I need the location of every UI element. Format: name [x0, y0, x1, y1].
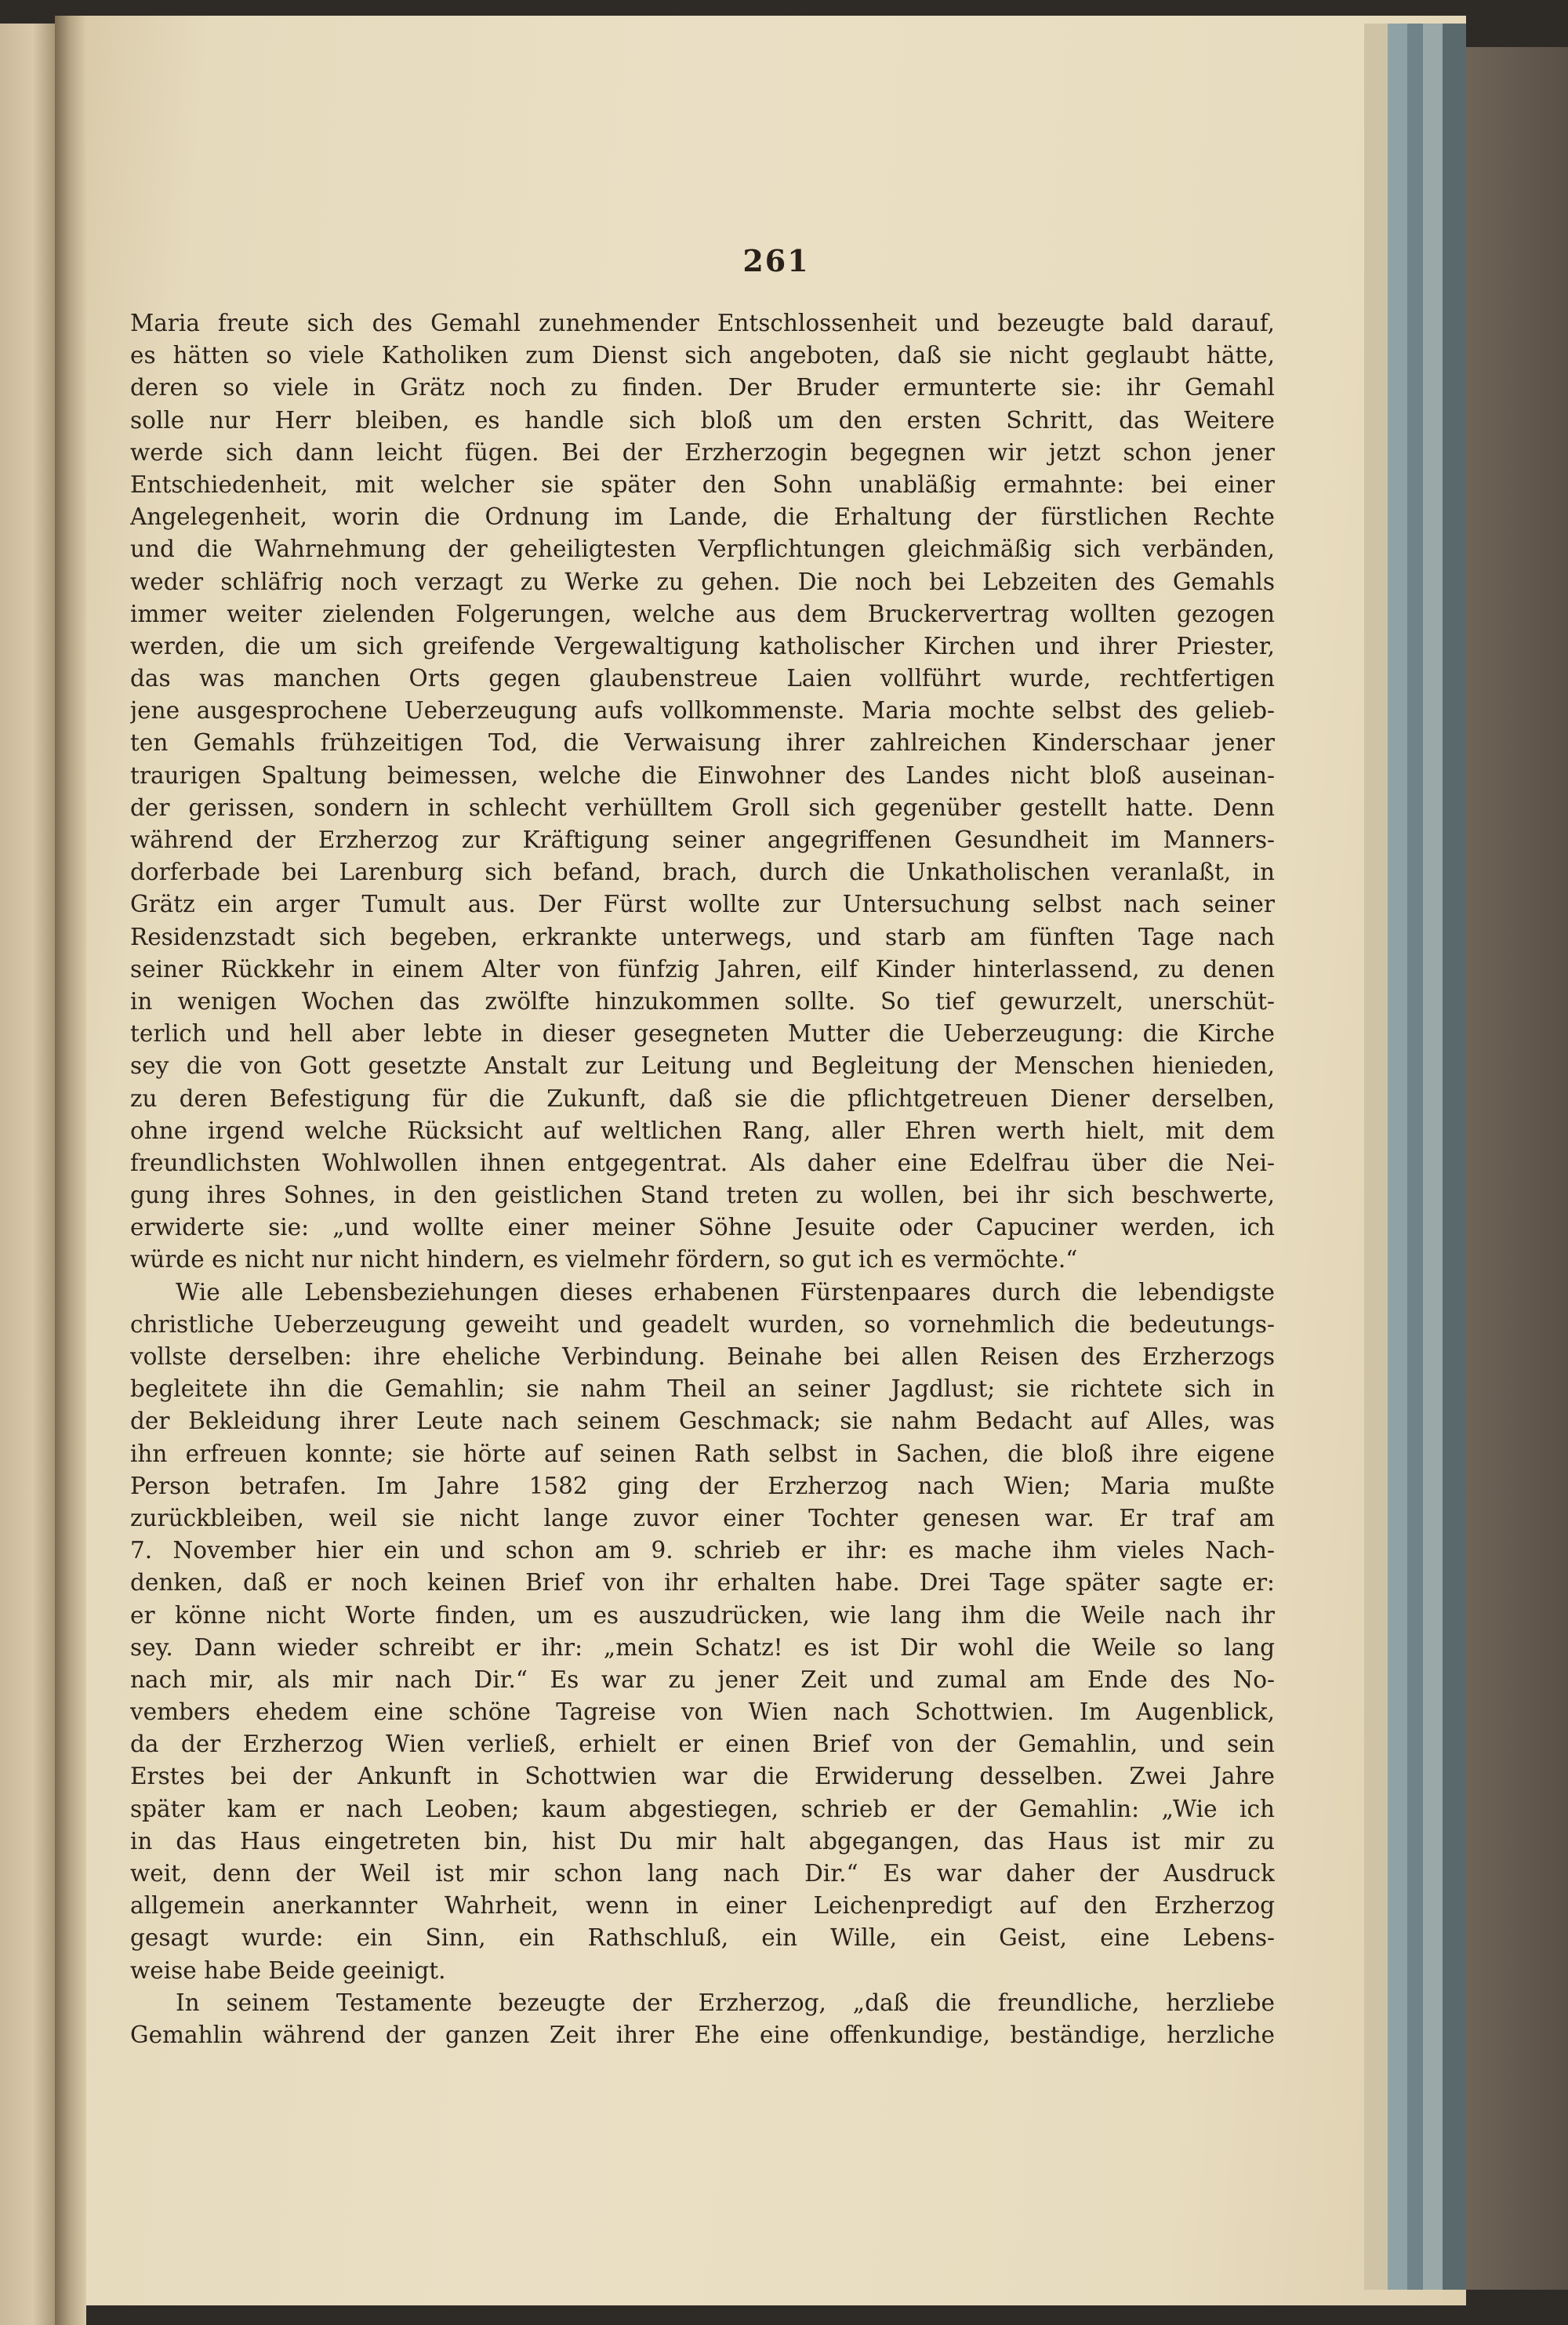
body-text: [130, 307, 1275, 2051]
text-line: in wenigen Wochen das zwölfte hinzukommen sollte. So tief gewurzelt, unerschüt-: [130, 987, 1275, 1015]
text-line: traurigen Spaltung beimessen, welche die Einwohner des Landes nicht bloß auseinan-: [130, 761, 1275, 789]
text-line: Wie alle Lebensbeziehungen dieses erhabenen Fürstenpaares durch die lebendigste: [176, 1278, 1275, 1306]
text-line: sey. Dann wieder schreibt er ihr: „mein Schatz! es ist Dir wohl die Weile so lang: [130, 1633, 1275, 1661]
text-line: Gemahlin während der ganzen Zeit ihrer Ehe eine offenkundige, beständige, herzliche: [130, 2021, 1275, 2048]
text-line: gesagt wurde: ein Sinn, ein Rathschluß, ein Wille, ein Geist, eine Lebens-: [130, 1924, 1275, 1952]
text-line: begleitete ihn die Gemahlin; sie nahm Theil an seiner Jagdlust; sie richtete sich in: [130, 1375, 1275, 1403]
page-edges: [1407, 24, 1423, 2290]
text-line: zurückbleiben, weil sie nicht lange zuvor einer Tochter genesen war. Er traf am: [130, 1504, 1275, 1531]
text-line: allgemein anerkannter Wahrheit, wenn in einer Leichenpredigt auf den Erzherzog: [130, 1892, 1275, 1920]
text-line: das was manchen Orts gegen glaubenstreue Laien vollführt wurde, rechtfertigen: [130, 665, 1275, 692]
text-line: gung ihres Sohnes, in den geistlichen Stand treten zu wollen, bei ihr sich beschwerte,: [130, 1182, 1275, 1209]
text-line: Residenzstadt sich begeben, erkrankte unterwegs, und starb am fünften Tage nach: [130, 923, 1275, 950]
text-line: 7. November hier ein und schon am 9. schrieb er ihr: es mache ihm vieles Nach-: [130, 1537, 1275, 1564]
text-line: seiner Rückkehr in einem Alter von fünfzig Jahren, eilf Kinder hinterlassend, zu denen: [130, 955, 1275, 983]
text-line: und die Wahrnehmung der geheiligtesten Verpflichtungen gleichmäßig sich verbänden,: [130, 536, 1275, 563]
text-line: vollste derselben: ihre eheliche Verbindung. Beinahe bei allen Reisen des Erzherzogs: [130, 1343, 1275, 1370]
text-line: deren so viele in Grätz noch zu finden. Der Bruder ermunterte sie: ihr Gemahl: [130, 374, 1275, 401]
book-cover: [1466, 47, 1568, 2290]
text-line: In seinem Testamente bezeugte der Erzherzog, „daß die freundliche, herzliebe: [176, 1989, 1275, 2016]
text-line: vembers ehedem eine schöne Tagreise von Wien nach Schottwien. Im Augenblick,: [130, 1698, 1275, 1726]
text-line: terlich und hell aber lebte in dieser gesegneten Mutter die Ueberzeugung: die Kirche: [130, 1020, 1275, 1048]
text-line: nach mir, als mir nach Dir.“ Es war zu jener Zeit und zumal am Ende des No-: [130, 1666, 1275, 1693]
text-line: es hätten so viele Katholiken zum Dienst sich angeboten, daß sie nicht geglaubt hätte,: [130, 342, 1275, 369]
page-edges: [1364, 24, 1388, 2290]
text-line: Angelegenheit, worin die Ordnung im Lande, die Erhaltung der fürstlichen Rechte: [130, 503, 1275, 531]
text-line: jene ausgesprochene Ueberzeugung aufs vollkommenste. Maria mochte selbst des gelieb-: [130, 697, 1275, 725]
page-edges: [1443, 24, 1466, 2290]
text-line: Entschiedenheit, mit welcher sie später den Sohn unabläßig ermahnte: bei einer: [130, 470, 1275, 498]
text-line: sey die von Gott gesetzte Anstalt zur Leitung und Begleitung der Menschen hienieden,: [130, 1052, 1275, 1080]
previous-page-edge: [0, 24, 55, 2325]
text-line: werde sich dann leicht fügen. Bei der Erzherzogin begegnen wir jetzt schon jener: [130, 438, 1275, 466]
book-gutter: [55, 16, 86, 2325]
text-line: der Bekleidung ihrer Leute nach seinem Geschmack; sie nahm Bedacht auf Alles, was: [130, 1408, 1275, 1435]
text-line: Maria freute sich des Gemahl zunehmender Entschlossenheit und bezeugte bald darauf,: [130, 310, 1275, 336]
text-line: zu deren Befestigung für die Zukunft, daß sie die pflichtgetreuen Diener derselben,: [130, 1084, 1275, 1112]
page-edges: [1388, 24, 1407, 2290]
text-line: der gerissen, sondern in schlecht verhülltem Groll sich gegenüber gestellt hatte. Denn: [130, 794, 1275, 821]
text-line: später kam er nach Leoben; kaum abgestiegen, schrieb er der Gemahlin: „Wie ich: [130, 1795, 1275, 1822]
text-line: erwiderte sie: „und wollte einer meiner Söhne Jesuite oder Capuciner werden, ich: [130, 1214, 1275, 1241]
text-line: freundlichsten Wohlwollen ihnen entgegentrat. Als daher eine Edelfrau über die Nei-: [130, 1149, 1275, 1176]
text-line: in das Haus eingetreten bin, hist Du mir halt abgegangen, das Haus ist mir zu: [130, 1827, 1275, 1855]
text-line: weit, denn der Weil ist mir schon lang nach Dir.“ Es war daher der Ausdruck: [130, 1860, 1275, 1887]
text-line: ohne irgend welche Rücksicht auf weltlichen Rang, aller Ehren werth hielt, mit dem: [130, 1117, 1275, 1144]
text-line: ten Gemahls frühzeitigen Tod, die Verwaisung ihrer zahlreichen Kinderschaar jener: [130, 729, 1275, 757]
text-line: denken, daß er noch keinen Brief von ihr erhalten habe. Drei Tage später sagte er:: [130, 1569, 1275, 1597]
text-line: werden, die um sich greifende Vergewaltigung katholischer Kirchen und ihrer Priester,: [130, 632, 1275, 659]
text-line: christliche Ueberzeugung geweiht und geadelt wurden, so vornehmlich die bedeutungs-: [130, 1310, 1275, 1338]
text-line: Person betrafen. Im Jahre 1582 ging der Erzherzog nach Wien; Maria mußte: [130, 1472, 1275, 1499]
page-edges: [1423, 24, 1443, 2290]
text-line: er könne nicht Worte finden, um es auszudrücken, wie lang ihm die Weile nach ihr: [130, 1601, 1275, 1629]
text-line: weder schläfrig noch verzagt zu Werke zu gehen. Die noch bei Lebzeiten des Gemahls: [130, 568, 1275, 595]
text-line: würde es nicht nur nicht hindern, es vielmehr fördern, so gut ich es vermöchte.“: [130, 1246, 1078, 1273]
text-line: immer weiter zielenden Folgerungen, welche aus dem Bruckervertrag wollten gezogen: [130, 600, 1275, 627]
text-line: da der Erzherzog Wien verließ, erhielt er einen Brief von der Gemahlin, und sein: [130, 1731, 1275, 1758]
text-line: Grätz ein arger Tumult aus. Der Fürst wollte zur Untersuchung selbst nach seiner: [130, 891, 1275, 918]
text-line: dorferbade bei Larenburg sich befand, brach, durch die Unkatholischen veranlaßt, in: [130, 859, 1275, 886]
text-line: weise habe Beide geeinigt.: [130, 1956, 446, 1984]
text-line: solle nur Herr bleiben, es handle sich bloß um den ersten Schritt, das Weitere: [130, 406, 1275, 434]
text-line: Erstes bei der Ankunft in Schottwien war die Erwiderung desselben. Zwei Jahre: [130, 1763, 1275, 1790]
book-page: [86, 16, 1466, 2305]
page-number: 261: [742, 243, 810, 278]
text-line: während der Erzherzog zur Kräftigung seiner angegriffenen Gesundheit im Manners-: [130, 826, 1275, 853]
text-line: ihn erfreuen konnte; sie hörte auf seinen Rath selbst in Sachen, die bloß ihre eigene: [130, 1440, 1275, 1467]
